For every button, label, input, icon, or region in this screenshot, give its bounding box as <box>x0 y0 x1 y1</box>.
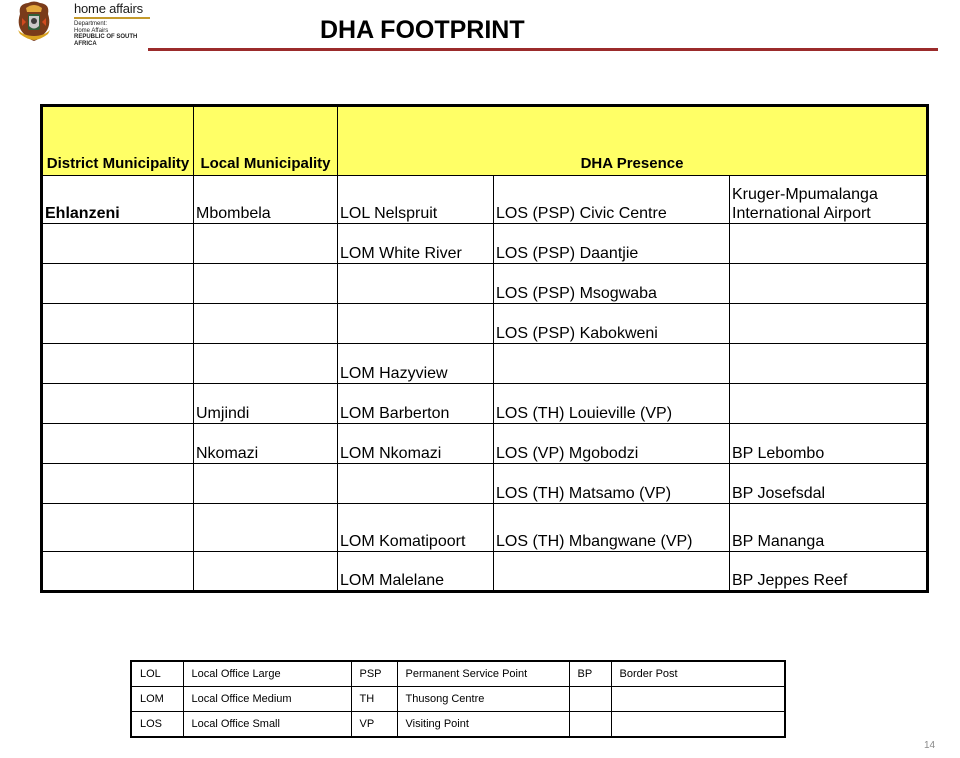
table-cell <box>194 224 338 264</box>
legend-description: Local Office Medium <box>183 687 351 712</box>
legend-description: Permanent Service Point <box>397 661 569 687</box>
table-cell <box>42 344 194 384</box>
header-district: District Municipality <box>42 106 194 176</box>
table-cell <box>42 552 194 592</box>
header-presence: DHA Presence <box>338 106 928 176</box>
header-local: Local Municipality <box>194 106 338 176</box>
table-row <box>42 224 928 264</box>
legend-code: PSP <box>351 661 397 687</box>
table-cell: LOL Nelspruit <box>338 176 494 224</box>
table-cell <box>494 552 730 592</box>
table-cell: LOS (PSP) Civic Centre <box>494 176 730 224</box>
table-cell: Mbombela <box>194 176 338 224</box>
table-cell <box>194 464 338 504</box>
table-cell: BP Jeppes Reef <box>730 552 928 592</box>
table-cell <box>42 224 194 264</box>
table-row <box>42 504 928 552</box>
table-cell: LOS (PSP) Kabokweni <box>494 304 730 344</box>
table-row <box>42 384 928 424</box>
table-cell <box>194 264 338 304</box>
table-cell: LOM Nkomazi <box>338 424 494 464</box>
table-cell <box>494 344 730 384</box>
page-number: 14 <box>924 740 936 751</box>
table-cell: LOM Komatipoort <box>338 504 494 552</box>
legend-code: TH <box>351 687 397 712</box>
table-row <box>42 176 928 224</box>
legend-row <box>131 661 785 687</box>
table-cell <box>42 304 194 344</box>
table-cell: Ehlanzeni <box>42 176 194 224</box>
table-cell: LOS (TH) Matsamo (VP) <box>494 464 730 504</box>
brand-line-home-affairs: Home Affairs <box>74 27 109 34</box>
table-cell <box>42 464 194 504</box>
brand-block <box>74 2 150 47</box>
table-cell: Kruger-Mpumalanga International Airport <box>730 176 928 224</box>
table-row <box>42 424 928 464</box>
table-cell <box>194 344 338 384</box>
legend-description: Thusong Centre <box>397 687 569 712</box>
table-cell <box>338 464 494 504</box>
legend-description: Visiting Point <box>397 712 569 738</box>
table-cell: BP Lebombo <box>730 424 928 464</box>
table-cell: LOS (PSP) Msogwaba <box>494 264 730 304</box>
table-cell: LOS (PSP) Daantjie <box>494 224 730 264</box>
table-cell <box>42 424 194 464</box>
table-cell: BP Josefsdal <box>730 464 928 504</box>
legend-description: Local Office Small <box>183 712 351 738</box>
legend-description: Border Post <box>611 661 785 687</box>
legend-description <box>611 712 785 738</box>
legend-code <box>569 687 611 712</box>
table-cell: LOM Hazyview <box>338 344 494 384</box>
legend-row <box>131 687 785 712</box>
table-cell <box>194 504 338 552</box>
table-row <box>42 464 928 504</box>
table-cell: BP Mananga <box>730 504 928 552</box>
coat-of-arms-icon <box>14 0 54 42</box>
table-cell <box>42 384 194 424</box>
legend-code: BP <box>569 661 611 687</box>
table-cell <box>730 224 928 264</box>
table-cell <box>730 304 928 344</box>
table-cell: LOM Malelane <box>338 552 494 592</box>
table-cell <box>194 552 338 592</box>
legend-code <box>569 712 611 738</box>
table-cell: LOS (TH) Louieville (VP) <box>494 384 730 424</box>
legend-code: LOS <box>131 712 183 738</box>
table-cell <box>194 304 338 344</box>
legend-description: Local Office Large <box>183 661 351 687</box>
legend-table <box>130 660 786 738</box>
table-cell: Umjindi <box>194 384 338 424</box>
table-cell <box>42 264 194 304</box>
legend-code: LOL <box>131 661 183 687</box>
title-divider <box>148 48 938 51</box>
table-cell: LOM Barberton <box>338 384 494 424</box>
legend-code: VP <box>351 712 397 738</box>
table-cell <box>730 384 928 424</box>
table-cell <box>338 264 494 304</box>
brand-line-department: Department: <box>74 21 108 27</box>
dha-footprint-table <box>40 104 929 593</box>
table-cell <box>338 304 494 344</box>
brand-name: home affairs <box>74 1 143 16</box>
table-header-row <box>42 106 928 176</box>
table-cell: LOS (TH) Mbangwane (VP) <box>494 504 730 552</box>
table-row <box>42 552 928 592</box>
table-cell <box>42 504 194 552</box>
table-row <box>42 264 928 304</box>
table-cell <box>730 344 928 384</box>
table-row <box>42 304 928 344</box>
legend-description <box>611 687 785 712</box>
legend-row <box>131 712 785 738</box>
table-row <box>42 344 928 384</box>
table-cell: Nkomazi <box>194 424 338 464</box>
table-cell <box>730 264 928 304</box>
brand-rule <box>74 17 150 19</box>
table-cell: LOM White River <box>338 224 494 264</box>
page-title: DHA FOOTPRINT <box>320 16 525 44</box>
home-affairs-logo <box>14 0 144 47</box>
brand-line-republic: REPUBLIC OF SOUTH AFRICA <box>74 34 138 47</box>
legend-code: LOM <box>131 687 183 712</box>
table-cell: LOS (VP) Mgobodzi <box>494 424 730 464</box>
